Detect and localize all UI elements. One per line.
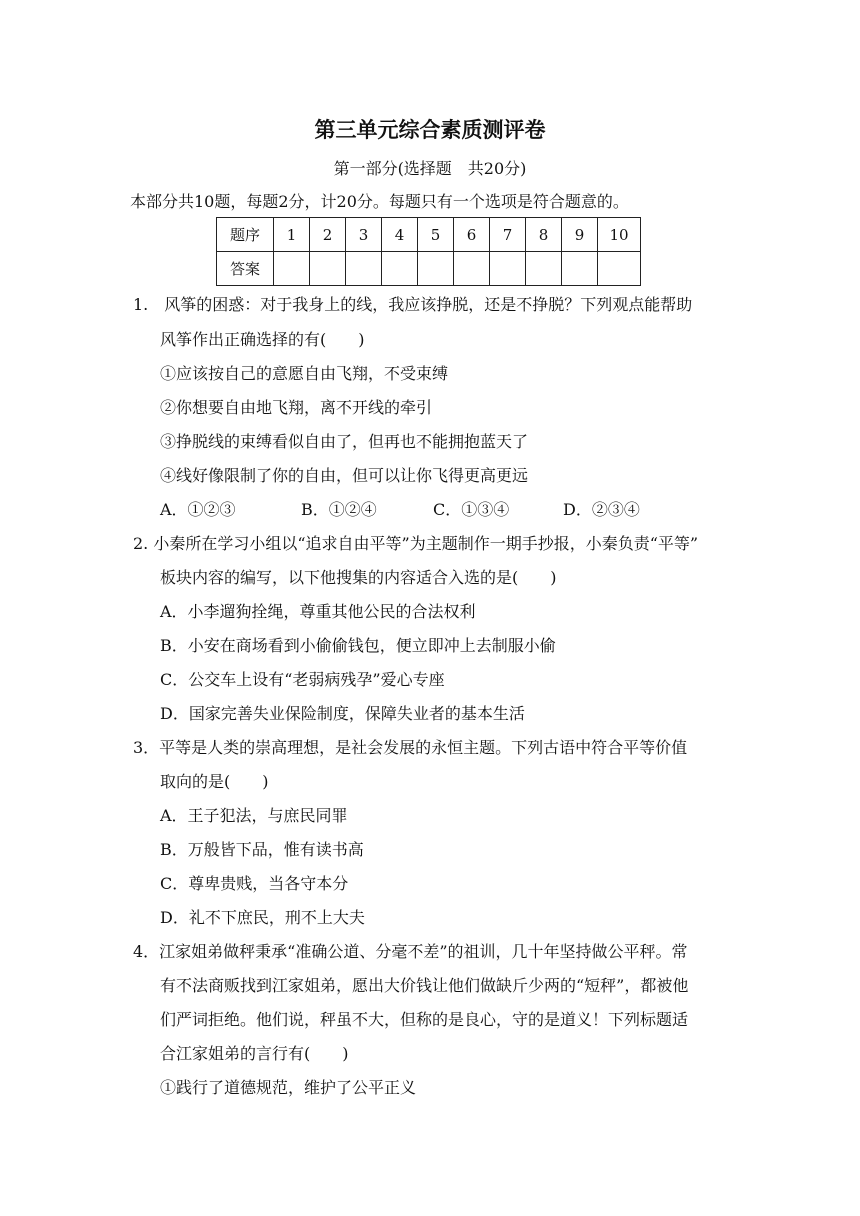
question-2-stem: 2. 小秦所在学习小组以“追求自由平等”为主题制作一期手抄报，小秦负责“平等” bbox=[133, 534, 699, 553]
question-1-option-d: D．②③④ bbox=[563, 500, 640, 519]
question-4-item: ①践行了道德规范，维护了公平正义 bbox=[160, 1078, 417, 1097]
question-3-option: A．王子犯法，与庶民同罪 bbox=[160, 806, 348, 825]
question-2-stem-cont: 板块内容的编写，以下他搜集的内容适合入选的是( ) bbox=[160, 568, 557, 587]
question-1-option-a: A．①②③ bbox=[160, 500, 236, 519]
question-2-option: C．公交车上设有“老弱病残孕”爱心专座 bbox=[160, 670, 445, 689]
answer-table-header-row bbox=[217, 218, 641, 252]
question-1-item: ①应该按自己的意愿自由飞翔，不受束缚 bbox=[160, 364, 449, 383]
answer-cell bbox=[490, 252, 526, 286]
answer-table-col: 4 bbox=[382, 218, 418, 252]
answer-table-row-label: 答案 bbox=[217, 252, 274, 286]
answer-cell bbox=[598, 252, 641, 286]
question-1-options bbox=[160, 497, 640, 520]
question-1-option-b: B．①②④ bbox=[301, 500, 377, 519]
answer-cell bbox=[526, 252, 562, 286]
answer-table-col: 9 bbox=[562, 218, 598, 252]
question-3-option: C．尊卑贵贱，当各守本分 bbox=[160, 874, 349, 893]
question-4-stem-cont: 们严词拒绝。他们说，秤虽不大，但称的是良心，守的是道义！下列标题适 bbox=[160, 1010, 689, 1029]
question-1-item: ④线好像限制了你的自由，但可以让你飞得更高更远 bbox=[160, 466, 529, 485]
answer-table bbox=[216, 217, 641, 286]
exam-title: 第三单元综合素质测评卷 bbox=[314, 118, 546, 142]
answer-cell bbox=[562, 252, 598, 286]
answer-table-col: 7 bbox=[490, 218, 526, 252]
section-instruction: 本部分共10题，每题2分，计20分。每题只有一个选项是符合题意的。 bbox=[130, 192, 629, 211]
answer-cell bbox=[310, 252, 346, 286]
question-2-option: D．国家完善失业保险制度，保障失业者的基本生活 bbox=[160, 704, 525, 723]
answer-table-col: 1 bbox=[274, 218, 310, 252]
answer-table-answer-row bbox=[217, 252, 641, 286]
question-3-stem: 3．平等是人类的崇高理想，是社会发展的永恒主题。下列古语中符合平等价值 bbox=[133, 738, 688, 757]
question-3-option: D．礼不下庶民，刑不上大夫 bbox=[160, 908, 365, 927]
question-4-stem-cont: 有不法商贩找到江家姐弟，愿出大价钱让他们做缺斤少两的“短秤”，都被他 bbox=[160, 976, 689, 995]
question-3-option: B．万般皆下品，惟有读书高 bbox=[160, 840, 364, 859]
answer-table-col: 5 bbox=[418, 218, 454, 252]
question-2-option: B．小安在商场看到小偷偷钱包，便立即冲上去制服小偷 bbox=[160, 636, 556, 655]
question-4-stem-cont: 合江家姐弟的言行有( ) bbox=[160, 1044, 349, 1063]
answer-table-row-label: 题序 bbox=[217, 218, 274, 252]
question-1-item: ③挣脱线的束缚看似自由了，但再也不能拥抱蓝天了 bbox=[160, 432, 529, 451]
answer-table-col: 3 bbox=[346, 218, 382, 252]
answer-cell bbox=[346, 252, 382, 286]
answer-cell bbox=[382, 252, 418, 286]
answer-cell bbox=[274, 252, 310, 286]
question-1-item: ②你想要自由地飞翔，离不开线的牵引 bbox=[160, 398, 433, 417]
question-3-stem-cont: 取向的是( ) bbox=[160, 772, 269, 791]
section-subtitle: 第一部分(选择题 共20分) bbox=[333, 159, 527, 178]
answer-table-col: 2 bbox=[310, 218, 346, 252]
question-4-stem: 4．江家姐弟做秤秉承“准确公道、分毫不差”的祖训，几十年坚持做公平秤。常 bbox=[133, 942, 688, 961]
question-1-stem-cont: 风筝作出正确选择的有( ) bbox=[160, 330, 365, 349]
answer-cell bbox=[418, 252, 454, 286]
question-2-option: A．小李遛狗拴绳，尊重其他公民的合法权利 bbox=[160, 602, 476, 621]
answer-table-col: 10 bbox=[598, 218, 641, 252]
question-1-stem: 1. 风筝的困惑：对于我身上的线，我应该挣脱，还是不挣脱？下列观点能帮助 bbox=[133, 295, 693, 314]
answer-table-col: 6 bbox=[454, 218, 490, 252]
answer-table-col: 8 bbox=[526, 218, 562, 252]
question-1-option-c: C．①③④ bbox=[433, 500, 510, 519]
answer-cell bbox=[454, 252, 490, 286]
